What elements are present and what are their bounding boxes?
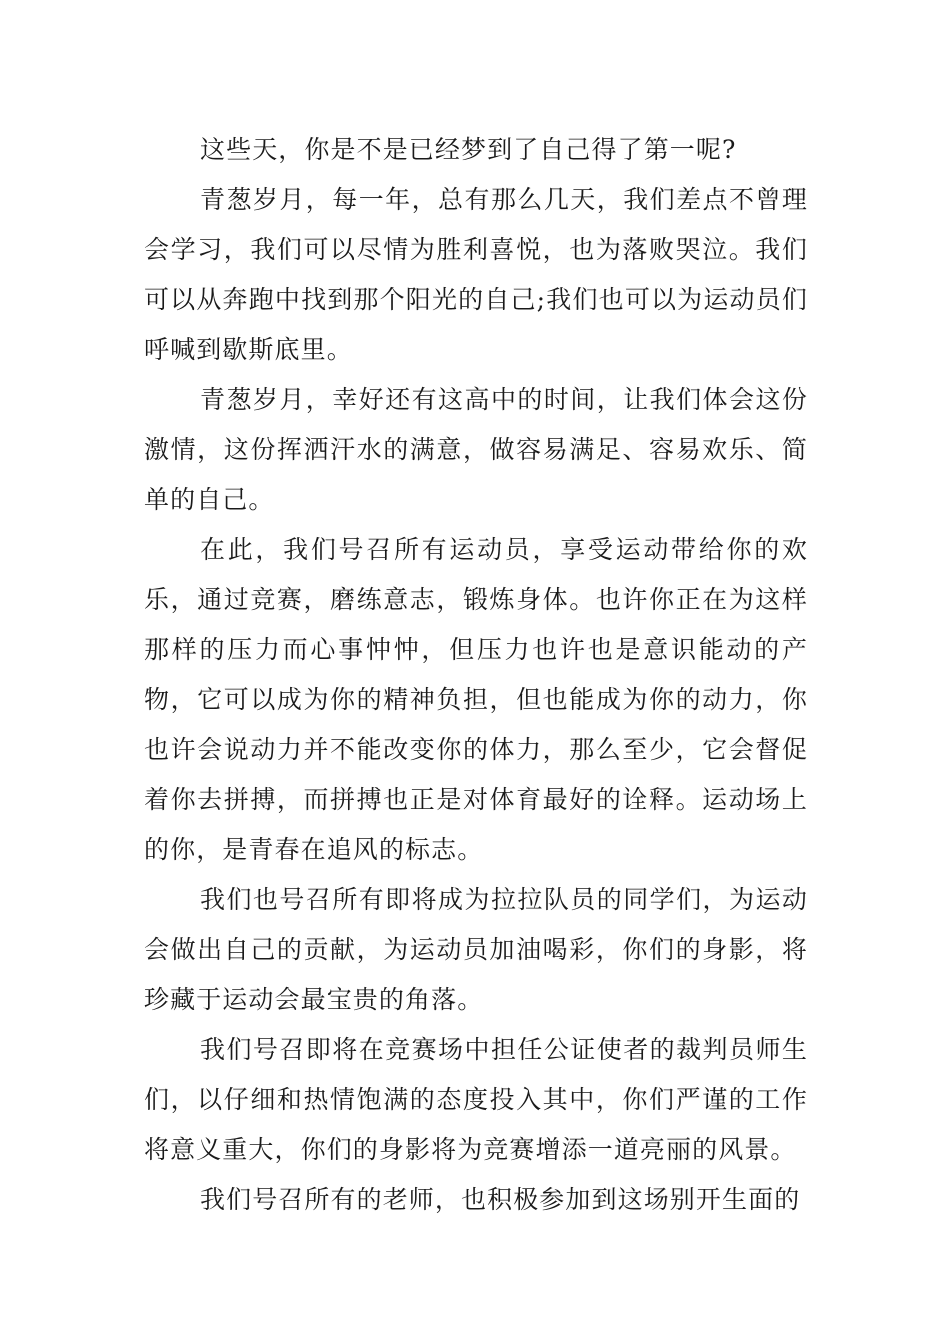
paragraph-3: 青葱岁月，幸好还有这高中的时间，让我们体会这份激情，这份挥洒汗水的满意，做容易满足、容易欢乐、简单的自己。: [144, 385, 808, 514]
paragraph-6: 我们号召即将在竞赛场中担任公证使者的裁判员师生们，以仔细和热情饱满的态度投入其中，你们严谨的工作将意义重大，你们的身影将为竞赛增添一道亮丽的风景。: [144, 1035, 808, 1164]
paragraph-4: 在此，我们号召所有运动员，享受运动带给你的欢乐，通过竞赛，磨练意志，锻炼身体。也许你正在为这样那样的压力而心事忡忡，但压力也许也是意识能动的产物，它可以成为你的精神负担，但也能成为你的动力，你也许会说动力并不能改变你的体力，那么至少，它会督促着你去拼搏，而拼搏也正是对体育最好的诠释。运动场上的你，是青春在追风的标志。: [144, 535, 808, 864]
paragraph-2: 青葱岁月，每一年，总有那么几天，我们差点不曾理会学习，我们可以尽情为胜利喜悦，也为落败哭泣。我们可以从奔跑中找到那个阳光的自己;我们也可以为运动员们呼喊到歇斯底里。: [144, 185, 808, 364]
document-body: [144, 125, 808, 1225]
paragraph-5: 我们也号召所有即将成为拉拉队员的同学们，为运动会做出自己的贡献，为运动员加油喝彩，你们的身影，将珍藏于运动会最宝贵的角落。: [144, 885, 808, 1014]
paragraph-1: 这些天，你是不是已经梦到了自己得了第一呢?: [200, 135, 737, 164]
paragraph-7: 我们号召所有的老师，也积极参加到这场别开生面的: [200, 1185, 801, 1214]
